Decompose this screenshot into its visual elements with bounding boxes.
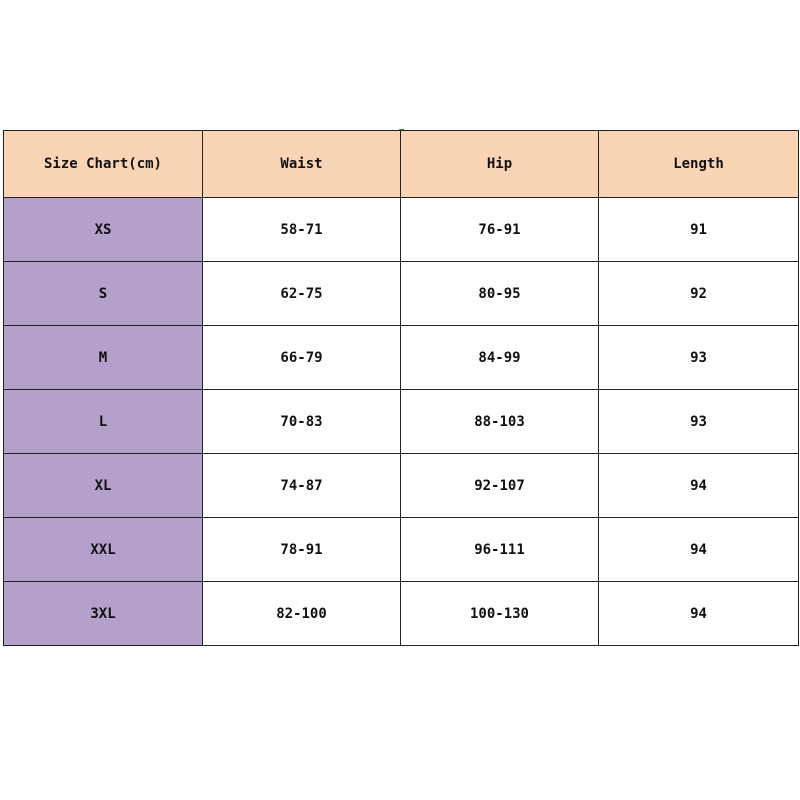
waist-cell: 70-83 (203, 390, 401, 454)
table-row (4, 390, 799, 454)
header-hip: Hip (401, 131, 599, 198)
length-cell: 91 (599, 198, 799, 262)
table-row (4, 262, 799, 326)
length-cell: 93 (599, 326, 799, 390)
header-size-chart: Size Chart(cm) (4, 131, 203, 198)
size-cell: L (4, 390, 203, 454)
header-waist: Waist (203, 131, 401, 198)
table-row (4, 454, 799, 518)
size-cell: 3XL (4, 582, 203, 646)
hip-cell: 76-91 (401, 198, 599, 262)
waist-cell: 82-100 (203, 582, 401, 646)
hip-cell: 100-130 (401, 582, 599, 646)
waist-cell: 78-91 (203, 518, 401, 582)
hip-cell: 92-107 (401, 454, 599, 518)
length-cell: 94 (599, 582, 799, 646)
length-cell: 94 (599, 454, 799, 518)
waist-cell: 74-87 (203, 454, 401, 518)
header-row (4, 131, 799, 198)
size-cell: XXL (4, 518, 203, 582)
waist-cell: 58-71 (203, 198, 401, 262)
table-row (4, 326, 799, 390)
hip-cell: 88-103 (401, 390, 599, 454)
table-row (4, 518, 799, 582)
waist-cell: 62-75 (203, 262, 401, 326)
size-cell: XL (4, 454, 203, 518)
table-body (4, 198, 799, 646)
size-cell: M (4, 326, 203, 390)
header-length: Length (599, 131, 799, 198)
table-row (4, 198, 799, 262)
length-cell: 92 (599, 262, 799, 326)
hip-cell: 96-111 (401, 518, 599, 582)
size-cell: S (4, 262, 203, 326)
length-cell: 94 (599, 518, 799, 582)
hip-cell: 80-95 (401, 262, 599, 326)
hip-cell: 84-99 (401, 326, 599, 390)
length-cell: 93 (599, 390, 799, 454)
table-row (4, 582, 799, 646)
size-cell: XS (4, 198, 203, 262)
waist-cell: 66-79 (203, 326, 401, 390)
size-chart-table (3, 130, 799, 646)
